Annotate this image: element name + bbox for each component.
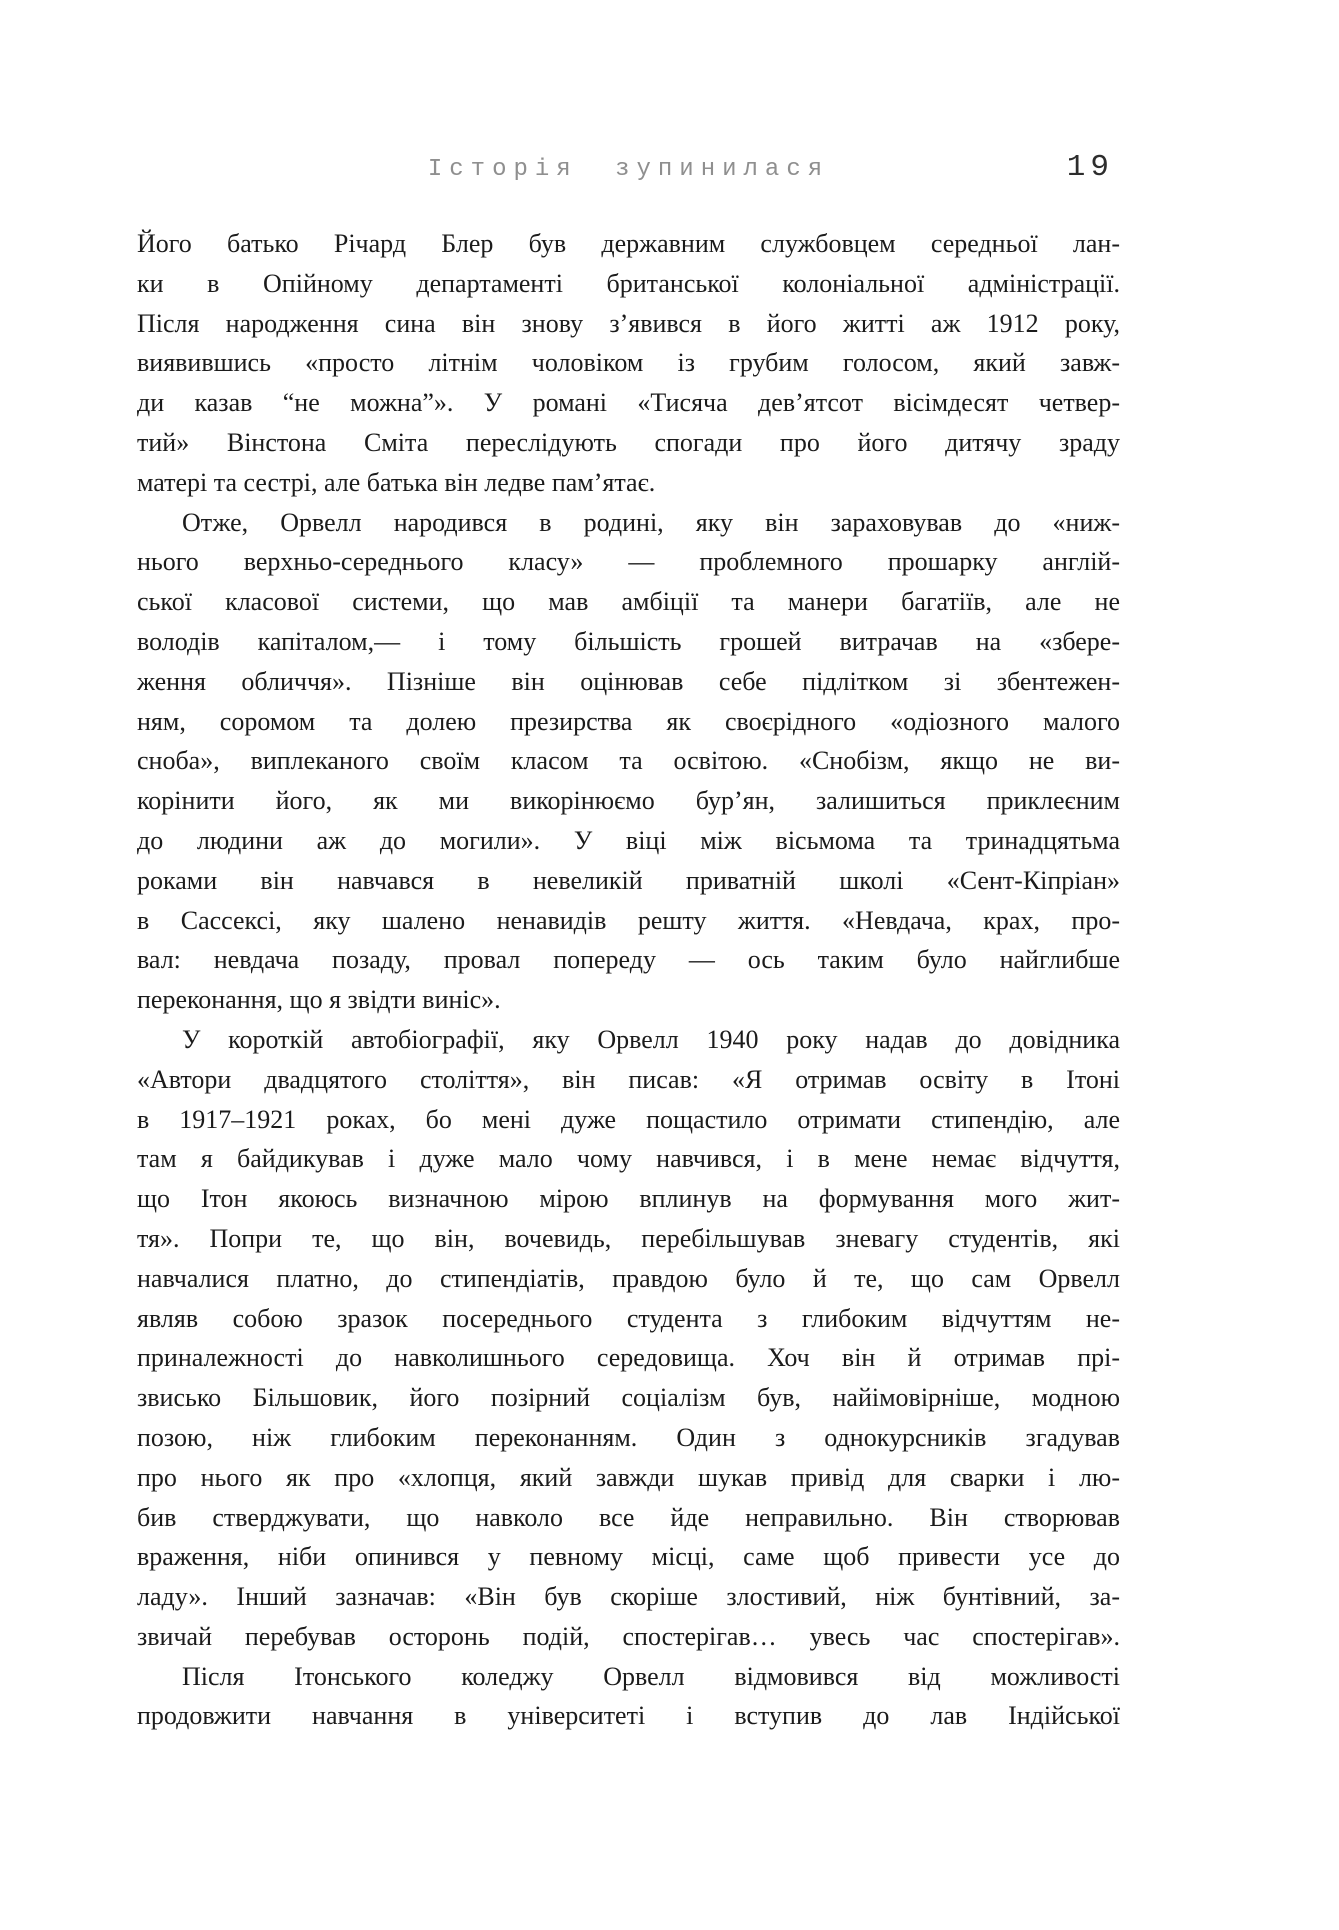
text-line: враження, ніби опинився у певному місці, саме щоб привести усе до [137, 1542, 1120, 1572]
text-line: переконання, що я звідти виніс». [137, 985, 501, 1015]
text-line: сноба», виплеканого своїм класом та освітою. «Снобізм, якщо не ви- [137, 746, 1120, 776]
text-line: позою, ніж глибоким переконанням. Один з однокурсників згадував [137, 1422, 1120, 1452]
text-line: звичай перебував осторонь подій, спостерігав… увесь час спостерігав». [137, 1621, 1120, 1651]
text-line: звисько Більшовик, його позірний соціалізм був, найімовірніше, модною [137, 1383, 1120, 1413]
text-line: що Ітон якоюсь визначною мірою вплинув на формування мого жит- [137, 1184, 1120, 1214]
running-title: Історія зупинилася [427, 156, 830, 183]
text-line: «Автори двадцятого століття», він писав: «Я отримав освіту в Ітоні [137, 1064, 1120, 1094]
text-line: до людини аж до могили». У віці між вісьмома та тринадцятьма [137, 825, 1120, 855]
page-header [137, 150, 1120, 198]
text-line: ди казав “не можна”». У романі «Тисяча дев’ятсот вісімдесят четвер- [137, 388, 1120, 418]
text-line: продовжити навчання в університеті і вступив до лав Індійської [137, 1701, 1120, 1731]
text-line: нього верхньо-середнього класу» — проблемного прошарку англій- [137, 547, 1120, 577]
text-line: тий» Вінстона Сміта переслідують спогади про його дитячу зраду [137, 427, 1120, 457]
text-line: корінити його, як ми викорінюємо бур’ян, залишиться приклеєним [137, 786, 1120, 816]
text-line: Отже, Орвелл народився в родині, яку він зараховував до «ниж- [182, 507, 1120, 537]
text-line: ладу». Інший зазначав: «Він був скоріше злостивий, ніж бунтівний, за- [137, 1582, 1120, 1612]
text-line: володів капіталом,— і тому більшість грошей витрачав на «збере- [137, 626, 1120, 656]
text-line: бив стверджувати, що навколо все йде неправильно. Він створював [137, 1502, 1120, 1532]
text-line: являв собою зразок посереднього студента з глибоким відчуттям не- [137, 1303, 1120, 1333]
text-line: вал: невдача позаду, провал попереду — ось таким було найглибше [137, 945, 1120, 975]
text-line: в Сассексі, яку шалено ненавидів решту життя. «Невдача, крах, про- [137, 905, 1120, 935]
page-number: 19 [1066, 150, 1114, 185]
text-line: ської класової системи, що мав амбіції та манери багатіїв, але не [137, 587, 1120, 617]
text-line: У короткій автобіографії, яку Орвелл 1940 року надав до довідника [182, 1024, 1120, 1054]
text-line: матері та сестрі, але батька він ледве пам’ятає. [137, 467, 656, 497]
text-line: приналежності до навколишнього середовища. Хоч він й отримав прі- [137, 1343, 1120, 1373]
text-line: роками він навчався в невеликій приватній школі «Сент-Кіпріан» [137, 865, 1120, 895]
text-line: в 1917–1921 роках, бо мені дуже пощастило отримати стипендію, але [137, 1104, 1120, 1134]
text-line: виявившись «просто літнім чоловіком із грубим голосом, який завж- [137, 348, 1120, 378]
text-line: там я байдикував і дуже мало чому навчився, і в мене немає відчуття, [137, 1144, 1120, 1174]
text-line: про нього як про «хлопця, який завжди шукав привід для сварки і лю- [137, 1462, 1120, 1492]
text-line: навчалися платно, до стипендіатів, правдою було й те, що сам Орвелл [137, 1263, 1120, 1293]
text-line: тя». Попри те, що він, вочевидь, перебільшував зневагу студентів, які [137, 1223, 1120, 1253]
text-line: ки в Опійному департаменті британської колоніальної адміністрації. [137, 268, 1120, 298]
text-line: Після Ітонського коледжу Орвелл відмовився від можливості [182, 1661, 1120, 1691]
text-line: Його батько Річард Блер був державним службовцем середньої лан- [137, 229, 1120, 258]
text-line: ням, соромом та долею презирства як своєрідного «одіозного малого [137, 706, 1120, 736]
body-text [137, 224, 1120, 1736]
text-line: Після народження сина він знову з’явився в його житті аж 1912 року, [137, 308, 1120, 338]
text-line: ження обличчя». Пізніше він оцінював себе підлітком зі збентежен- [137, 666, 1120, 696]
